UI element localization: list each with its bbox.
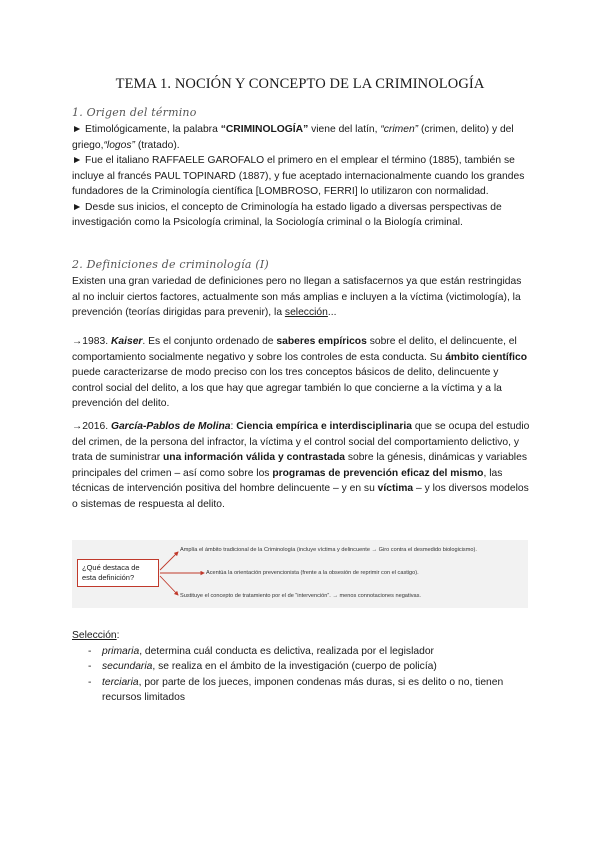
diagram-item-1: Amplía el ámbito tradicional de la Criminología (incluye víctima y delincuente → Giro contra el desmedido biologicismo). xyxy=(180,547,477,553)
section-1-body xyxy=(72,122,532,231)
definition-garcia-pablos: →2016. García-Pablos de Molina: Ciencia empírica e interdisciplinaria que se ocupa del estudio del crimen, de la persona del infractor, la víctima y el control social del comportamiento delictivo, y trata de suministrar una información válida y contrastada sobre la génesis, dinámicas y variables principales del crimen – así como sobre los programas de prevención eficaz del mismo, las técnicas de intervención positiva del hombre delincuente – y en su víctima – y los diversos modelos o sistemas de respuesta al delito. xyxy=(72,421,530,510)
section-1-heading: 1. Origen del término xyxy=(72,106,197,119)
definition-diagram xyxy=(72,540,528,608)
section-2-heading: 2. Definiciones de criminología (I) xyxy=(72,258,269,271)
seleccion-heading: Selección: xyxy=(72,630,120,641)
arrow-3 xyxy=(160,576,178,595)
bullet-perspectivas: ► Desde sus inicios, el concepto de Criminología ha estado ligado a diversas perspectivas de investigación como la Psicología criminal, la Sociología criminal o la Biología criminal. xyxy=(72,201,502,228)
section-2-intro: Existen una gran variedad de definiciones pero no llegan a satisfacernos ya que están restringidas al no incluir ciertos factores, actualmente son más amplias e incluyen a la víctima (victimología), la prevención (teorías dirigidas para prevenir), la selección... xyxy=(72,276,522,318)
list-item: - primaria, determina cuál conducta es delictiva, realizada por el legislador xyxy=(88,645,434,657)
list-item: - terciaria, por parte de los jueces, imponen condenas más duras, si es delito o no, tienen recursos limitados xyxy=(88,676,504,703)
seleccion-section xyxy=(72,628,532,706)
page-title: TEMA 1. NOCIÓN Y CONCEPTO DE LA CRIMINOLOGÍA xyxy=(115,76,485,92)
arrow-1 xyxy=(160,552,178,570)
diagram-question: ¿Qué destaca de esta definición? xyxy=(77,559,159,587)
definition-kaiser: →1983. Kaiser. Es el conjunto ordenado de saberes empíricos sobre el delito, el delincuente, el comportamiento socialmente negativo y sobre los controles de esta conducta. Su ámbito científico puede caracterizarse de modo preciso con los tres conceptos básicos de delito, delincuente y control social del delito, a los que hay que agregar también lo que concierne a la víctima y a la prevención del delito. xyxy=(72,336,527,409)
bullet-garofalo: ► Fue el italiano RAFFAELE GAROFALO el primero en el emplear el término (1885), también se incluye al francés PAUL TOPINARD (1887), y fue aceptado internacionalmente cuando los grandes fundadores de la Criminología científica [LOMBROSO, FERRI] lo utilizaron con normalidad. xyxy=(72,155,525,197)
diagram-item-3: Sustituye el concepto de tratamiento por el de “intervención”. → menos connotaciones negativas. xyxy=(180,593,421,599)
diagram-item-2: Acentúa la orientación prevencionista (frente a la obsesión de reprimir con el castigo). xyxy=(206,570,419,576)
seleccion-list xyxy=(72,644,532,706)
seleccion-link: selección xyxy=(284,307,328,318)
bullet-etimologia: ► Etimológicamente, la palabra “CRIMINOLOGÍA” viene del latín, “crimen” (crimen, delito) y del griego,“logos” (tratado). xyxy=(72,124,514,151)
list-item: - secundaria, se realiza en el ámbito de la investigación (cuerpo de policía) xyxy=(88,661,437,672)
